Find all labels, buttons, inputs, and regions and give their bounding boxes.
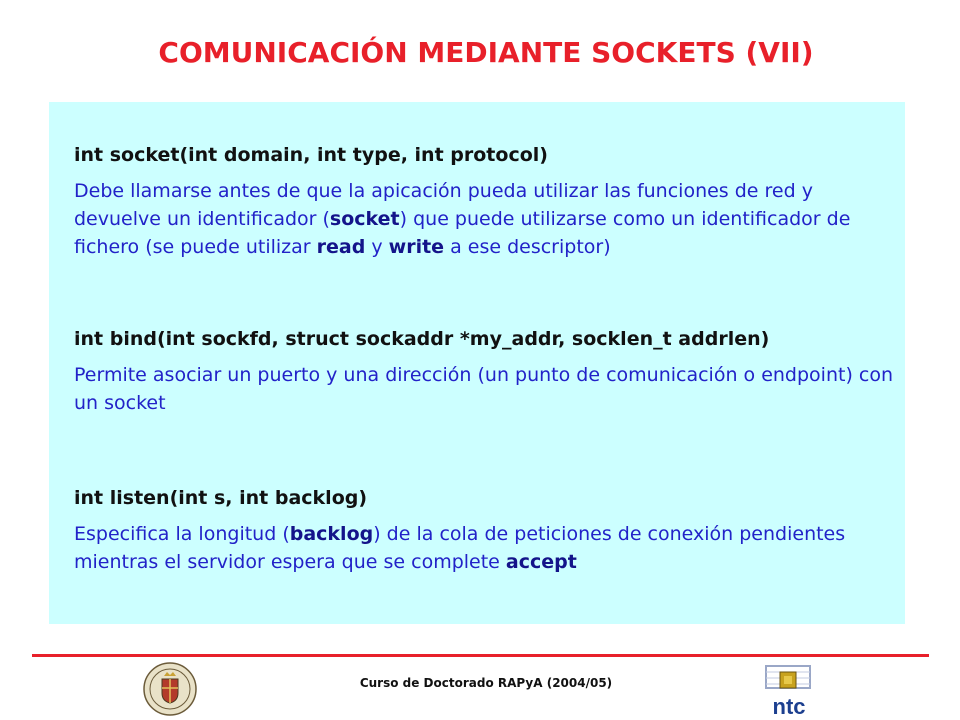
description-text: a ese descriptor)	[444, 236, 611, 258]
slide-title: COMUNICACIÓN MEDIANTE SOCKETS (VII)	[158, 36, 814, 69]
function-description	[74, 520, 894, 576]
function-signature: int listen(int s, int backlog)	[74, 487, 368, 509]
highlighted-term: backlog	[289, 523, 374, 545]
highlighted-term: accept	[505, 551, 577, 573]
description-text: ) que puede utilizarse como un identificador de fichero (se puede utilizar	[74, 208, 851, 258]
function-entry-socket	[74, 144, 894, 261]
description-text: Especifica la longitud (	[74, 523, 290, 545]
content-panel	[49, 102, 905, 624]
ntc-logo-icon	[760, 660, 818, 718]
highlighted-term: socket	[329, 208, 400, 230]
description-text: Debe llamarse antes de que la apicación pueda utilizar las funciones de red y devuelve un identificador (	[74, 180, 813, 230]
description-text: ) de la cola de peticiones de conexión pendientes mientras el servidor espera que se complete	[74, 523, 846, 573]
function-entry-bind	[74, 328, 894, 417]
highlighted-term: read	[316, 236, 366, 258]
function-signature: int socket(int domain, int type, int protocol)	[74, 144, 548, 166]
description-text: y	[365, 236, 389, 258]
function-description	[74, 177, 894, 261]
function-description	[74, 361, 894, 417]
description-text: Permite asociar un puerto y una dirección (un punto de comunicación o endpoint) con un socket	[74, 364, 894, 414]
function-entry-listen	[74, 487, 894, 576]
footer-divider	[32, 654, 929, 657]
highlighted-term: write	[388, 236, 445, 258]
ntc-logo-text: ntc	[772, 694, 806, 718]
function-signature: int bind(int sockfd, struct sockaddr *my_addr, socklen_t addrlen)	[74, 328, 770, 350]
footer-course: Curso de Doctorado RAPyA (2004/05)	[359, 676, 613, 690]
